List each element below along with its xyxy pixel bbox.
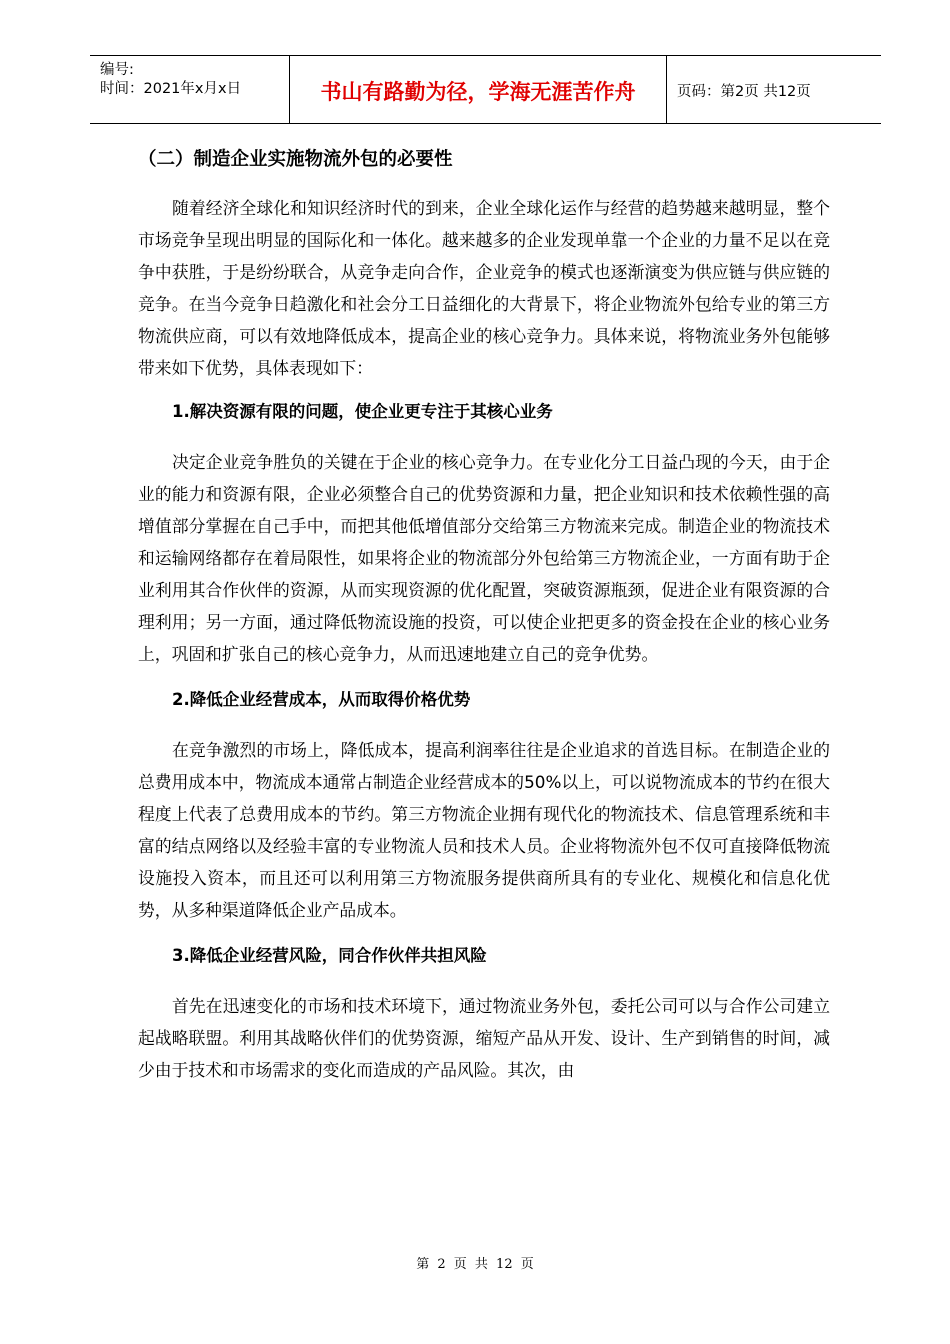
point-3-title: 3.降低企业经营风险，同合作伙伴共担风险 xyxy=(172,946,487,965)
document-time-label: 时间：2021年x月x日 xyxy=(100,81,242,97)
point-2-title: 2.降低企业经营成本，从而取得价格优势 xyxy=(172,690,471,709)
point-2-body: 在竞争激烈的市场上，降低成本，提高利润率往往是企业追求的首选目标。在制造企业的总费用成本中，物流成本通常占制造企业经营成本的50%以上，可以说物流成本的节约在很大程度上代表了总费用成本的节约。第三方物流企业拥有现代化的物流技术、信息管理系统和丰富的结点网络以及经验丰富的专业物流人员和技术人员。企业将物流外包不仅可直接降低物流设施投入资本，而且还可以利用第三方物流服务提供商所具有的专业化、规模化和信息化优势，从多种渠道降低企业产品成本。 xyxy=(138,740,830,920)
document-body xyxy=(138,145,830,1086)
section-title: （二）制造企业实施物流外包的必要性 xyxy=(138,149,453,170)
header-motto: 书山有路勤为径，学海无涯苦作舟 xyxy=(290,56,667,123)
header-page-label: 页码：第2页 共12页 xyxy=(677,84,811,100)
document-header xyxy=(90,55,881,124)
page-footer: 第 2 页 共 12 页 xyxy=(416,1257,534,1272)
document-number-label: 编号: xyxy=(100,62,134,78)
point-1-body: 决定企业竞争胜负的关键在于企业的核心竞争力。在专业化分工日益凸现的今天，由于企业的能力和资源有限，企业必须整合自己的优势资源和力量，把企业知识和技术依赖性强的高增值部分掌握在自己手中，而把其他低增值部分交给第三方物流来完成。制造企业的物流技术和运输网络都存在着局限性，如果将企业的物流部分外包给第三方物流企业，一方面有助于企业利用其合作伙伴的资源，从而实现资源的优化配置，突破资源瓶颈，促进企业有限资源的合理利用；另一方面，通过降低物流设施的投资，可以使企业把更多的资金投在企业的核心业务上，巩固和扩张自己的核心竞争力，从而迅速地建立自己的竞争优势。 xyxy=(138,452,830,664)
intro-paragraph: 随着经济全球化和知识经济时代的到来，企业全球化运作与经营的趋势越来越明显，整个市场竞争呈现出明显的国际化和一体化。越来越多的企业发现单靠一个企业的力量不足以在竞争中获胜，于是纷纷联合，从竞争走向合作，企业竞争的模式也逐渐演变为供应链与供应链的竞争。在当今竞争日趋激化和社会分工日益细化的大背景下，将企业物流外包给专业的第三方物流供应商，可以有效地降低成本，提高企业的核心竞争力。具体来说，将物流业务外包能够带来如下优势，具体表现如下： xyxy=(138,198,830,378)
header-meta-cell xyxy=(90,56,290,123)
point-3-body: 首先在迅速变化的市场和技术环境下，通过物流业务外包，委托公司可以与合作公司建立起战略联盟。利用其战略伙伴们的优势资源，缩短产品从开发、设计、生产到销售的时间，减少由于技术和市场需求的变化而造成的产品风险。其次，由 xyxy=(138,996,830,1080)
point-1-title: 1.解决资源有限的问题，使企业更专注于其核心业务 xyxy=(172,402,553,421)
